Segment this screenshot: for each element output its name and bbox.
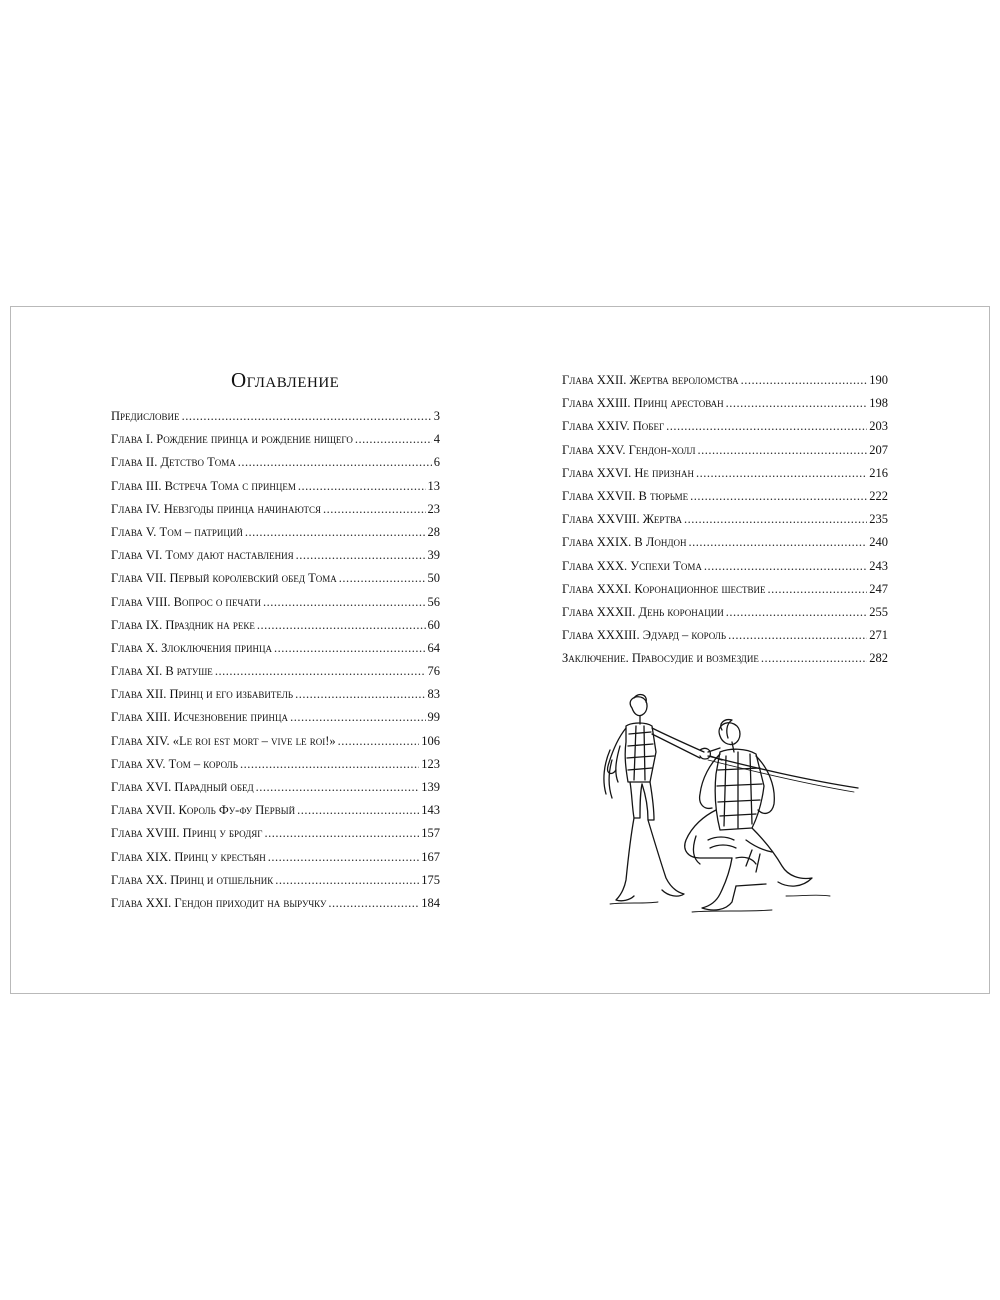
toc-entry	[111, 405, 440, 428]
toc-entry-title: Глава V. Том – патриций	[111, 524, 243, 539]
toc-entry-page-number: 247	[869, 581, 888, 596]
toc-entry	[111, 660, 440, 683]
toc-entry-title: Глава XXV. Гендон-холл	[562, 442, 696, 457]
toc-dot-leader	[726, 392, 868, 415]
toc-entry	[111, 428, 440, 451]
toc-entry-title: Глава VI. Тому дают наставления	[111, 548, 294, 563]
toc-dot-leader	[338, 730, 420, 753]
toc-dot-leader	[328, 892, 419, 915]
toc-entry-title: Глава XVIII. Принц у бродяг	[111, 826, 263, 841]
toc-entry-page-number: 157	[421, 826, 440, 841]
toc-dot-leader	[768, 578, 868, 601]
toc-entry	[111, 869, 440, 892]
toc-entry-title: Глава XVII. Король Фу-фу Первый	[111, 803, 296, 818]
toc-entry	[111, 799, 440, 822]
toc-entry-page-number: 23	[427, 501, 440, 516]
toc-entry-title: Глава XI. В ратуше	[111, 664, 213, 679]
toc-entry-title: Глава XXIII. Принц арестован	[562, 396, 724, 411]
toc-dot-leader	[666, 415, 867, 438]
toc-entry	[562, 462, 888, 485]
toc-dot-leader	[697, 439, 867, 462]
toc-entry-page-number: 203	[869, 419, 888, 434]
toc-entry-title: Глава XIV. «Le roi est mort – vive le roi!»	[111, 733, 336, 748]
toc-entry-title: Глава XXXIII. Эдуард – король	[562, 628, 727, 643]
toc-entry	[111, 521, 440, 544]
toc-entry-title: Глава XXVII. В тюрьме	[562, 488, 689, 503]
toc-dot-leader	[355, 428, 432, 451]
toc-dot-leader	[274, 637, 425, 660]
toc-entry-page-number: 207	[869, 442, 888, 457]
toc-entry-title: Глава XVI. Парадный обед	[111, 780, 254, 794]
toc-entry-page-number: 143	[421, 803, 440, 818]
toc-entry	[562, 369, 888, 392]
toc-dot-leader	[295, 683, 425, 706]
toc-entry-title: Глава XX. Принц и отшельник	[111, 872, 274, 887]
toc-entry-title: Глава XXXI. Коронационное шествие	[562, 581, 766, 596]
toc-dot-leader	[298, 475, 426, 498]
toc-dot-leader	[323, 498, 425, 521]
toc-entry-title: Глава XXXII. День коронации	[562, 604, 724, 619]
toc-entry-title: Глава XXI. Гендон приходит на выручку	[111, 895, 327, 910]
toc-entry-title: Глава VIII. Вопрос о печати	[111, 594, 262, 609]
toc-entry-page-number: 76	[427, 664, 440, 679]
sword-icon	[708, 756, 858, 788]
toc-entry	[111, 498, 440, 521]
toc-entry-title: Предисловие	[111, 409, 180, 423]
toc-entry	[562, 624, 888, 647]
toc-entry-title: Глава XXVI. Не признан	[562, 465, 695, 480]
toc-entry-title: Глава XV. Том – король	[111, 756, 238, 771]
toc-entry	[562, 485, 888, 508]
toc-entry	[111, 822, 440, 845]
toc-dot-leader	[268, 846, 420, 869]
toc-dot-leader	[240, 753, 419, 776]
toc-right-column	[562, 369, 888, 670]
toc-entry-page-number: 39	[427, 548, 440, 563]
toc-dot-leader	[728, 624, 867, 647]
toc-entry-title: Глава XXX. Успехи Тома	[562, 558, 702, 573]
toc-entry-page-number: 175	[421, 872, 440, 887]
toc-dot-leader	[215, 660, 426, 683]
toc-entry-page-number: 99	[427, 710, 440, 725]
toc-entry	[562, 415, 888, 438]
toc-entry	[111, 614, 440, 637]
toc-dot-leader	[761, 647, 867, 670]
toc-entry	[111, 475, 440, 498]
toc-dot-leader	[238, 451, 432, 474]
toc-entry-title: Глава VII. Первый королевский обед Тома	[111, 571, 337, 586]
toc-entry	[111, 451, 440, 474]
toc-dot-leader	[265, 822, 420, 845]
toc-entry	[111, 544, 440, 567]
toc-entry	[111, 637, 440, 660]
toc-dot-leader	[696, 462, 867, 485]
toc-entry-page-number: 50	[427, 571, 440, 586]
toc-entry-page-number: 106	[421, 733, 440, 748]
toc-entry-title: Заключение. Правосудие и возмездие	[562, 651, 759, 666]
toc-entry-page-number: 240	[869, 535, 888, 550]
toc-entry-page-number: 64	[427, 640, 440, 655]
toc-entry-page-number: 3	[433, 409, 440, 423]
toc-entry-page-number: 190	[869, 373, 888, 387]
toc-entry-page-number: 271	[869, 628, 888, 643]
toc-entry-title: Глава XIX. Принц у крестьян	[111, 849, 266, 864]
standing-prince-figure	[604, 695, 722, 901]
toc-entry	[111, 706, 440, 729]
toc-entry-page-number: 4	[433, 432, 440, 447]
toc-entry-title: Глава XXIV. Побег	[562, 419, 665, 434]
toc-entry	[111, 776, 440, 799]
toc-entry	[562, 508, 888, 531]
toc-entry-page-number: 222	[869, 488, 888, 503]
toc-entry-title: Глава III. Встреча Тома с принцем	[111, 478, 296, 493]
toc-entry-page-number: 60	[427, 617, 440, 632]
toc-entry-page-number: 235	[869, 512, 888, 527]
toc-entry	[562, 439, 888, 462]
toc-entry-title: Глава XXIX. В Лондон	[562, 535, 687, 550]
toc-dot-leader	[339, 567, 426, 590]
toc-entry-title: Глава XXVIII. Жертва	[562, 512, 682, 527]
toc-entry-title: Глава IX. Праздник на реке	[111, 617, 255, 632]
toc-entry	[562, 578, 888, 601]
toc-left-column	[111, 405, 440, 915]
toc-entry	[562, 555, 888, 578]
toc-entry-title: Глава IV. Невзгоды принца начинаются	[111, 501, 322, 516]
toc-entry	[111, 846, 440, 869]
toc-entry-title: Глава XII. Принц и его избавитель	[111, 687, 294, 702]
toc-dot-leader	[726, 601, 867, 624]
toc-dot-leader	[256, 776, 420, 799]
toc-entry	[562, 647, 888, 670]
knighting-scene-illustration	[596, 690, 868, 915]
toc-entry-page-number: 83	[427, 687, 440, 702]
toc-dot-leader	[257, 614, 426, 637]
toc-entry	[562, 392, 888, 415]
toc-dot-leader	[263, 591, 425, 614]
toc-entry	[111, 753, 440, 776]
toc-entry-page-number: 184	[421, 895, 440, 910]
toc-entry-title: Глава II. Детство Тома	[111, 455, 236, 470]
toc-entry-page-number: 216	[869, 465, 888, 480]
toc-entry-page-number: 123	[421, 756, 440, 771]
toc-entry	[111, 730, 440, 753]
toc-entry	[111, 683, 440, 706]
toc-entry-page-number: 6	[433, 455, 440, 470]
toc-dot-leader	[684, 508, 867, 531]
toc-title: Оглавление	[231, 368, 340, 392]
toc-entry-page-number: 139	[421, 780, 440, 794]
toc-entry-page-number: 198	[869, 396, 888, 411]
toc-entry	[111, 567, 440, 590]
toc-entry-page-number: 243	[869, 558, 888, 573]
toc-entry	[562, 601, 888, 624]
toc-entry	[111, 892, 440, 915]
toc-entry-page-number: 56	[427, 594, 440, 609]
toc-entry	[562, 531, 888, 554]
toc-entry-title: Глава XXII. Жертва вероломства	[562, 373, 739, 387]
toc-entry-page-number: 28	[427, 524, 440, 539]
toc-entry-page-number: 167	[421, 849, 440, 864]
toc-entry-title: Глава I. Рождение принца и рождение нищего	[111, 432, 353, 447]
toc-dot-leader	[297, 799, 419, 822]
toc-dot-leader	[245, 521, 426, 544]
toc-dot-leader	[688, 531, 867, 554]
toc-entry-page-number: 282	[869, 651, 888, 666]
toc-entry-page-number: 13	[427, 478, 440, 493]
toc-entry-title: Глава X. Злоключения принца	[111, 640, 273, 655]
toc-entry-title: Глава XIII. Исчезновение принца	[111, 710, 289, 725]
toc-dot-leader	[704, 555, 867, 578]
toc-dot-leader	[296, 544, 426, 567]
toc-entry	[111, 591, 440, 614]
toc-dot-leader	[290, 706, 425, 729]
toc-dot-leader	[690, 485, 867, 508]
toc-entry-page-number: 255	[869, 604, 888, 619]
toc-dot-leader	[275, 869, 419, 892]
toc-dot-leader	[741, 369, 868, 392]
toc-dot-leader	[182, 405, 432, 428]
